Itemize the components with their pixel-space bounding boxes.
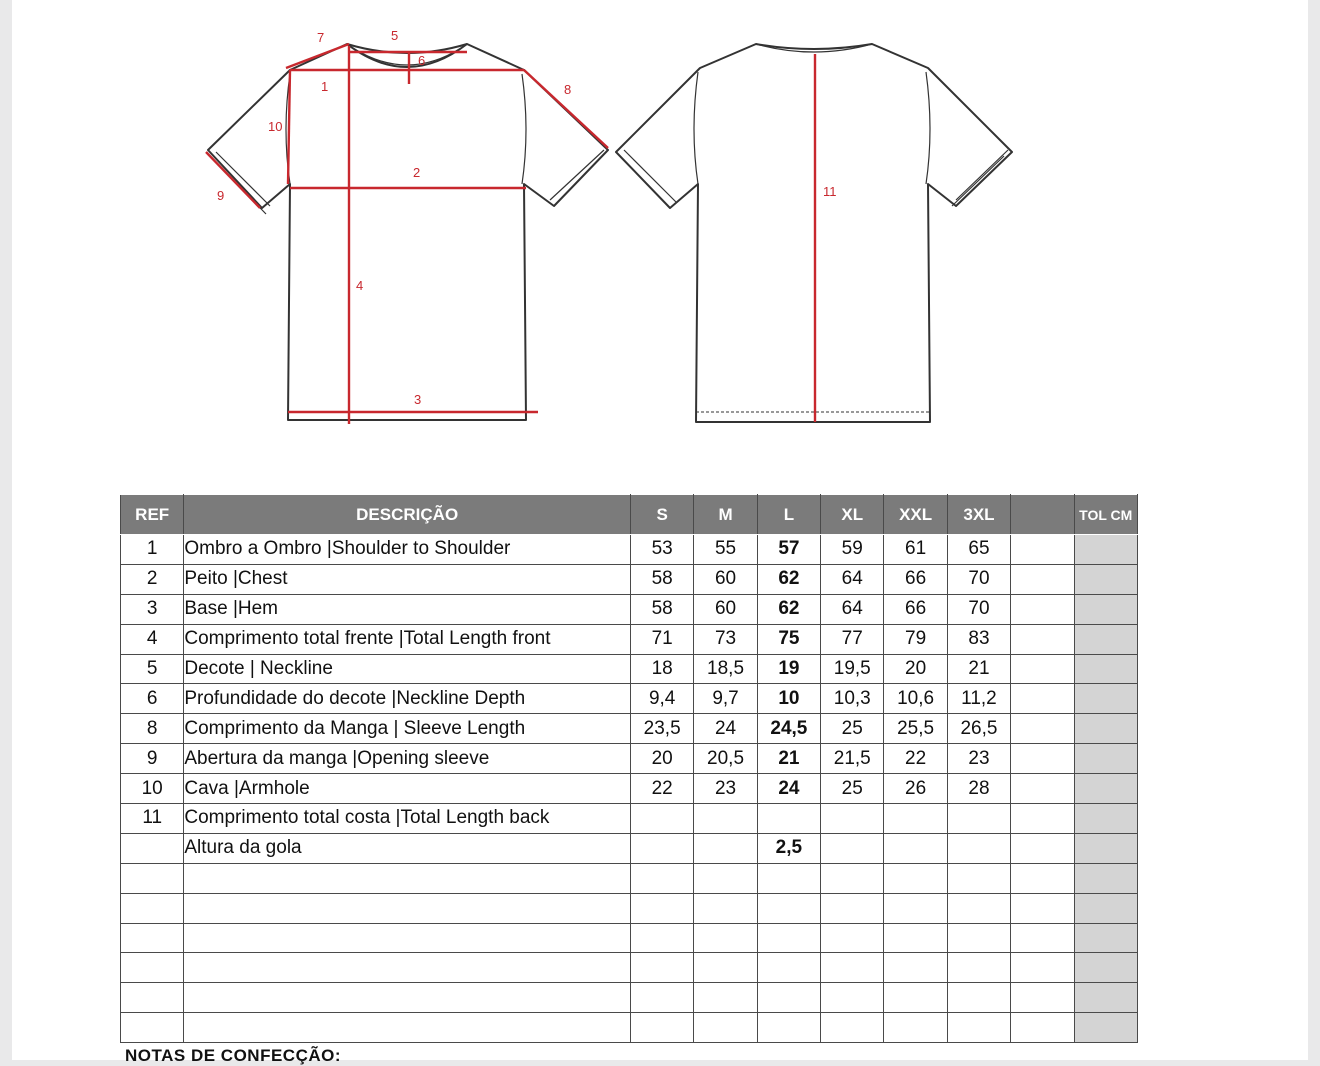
measure-label-3: 3 xyxy=(414,392,422,407)
cell-tolerance xyxy=(1074,983,1138,1013)
cell-description: Peito |Chest xyxy=(184,564,631,594)
cell-value xyxy=(1011,833,1074,863)
cell-value: 71 xyxy=(630,624,693,654)
cell-ref xyxy=(121,863,184,893)
cell-description: Base |Hem xyxy=(184,594,631,624)
cell-description xyxy=(184,1013,631,1043)
cell-value: 28 xyxy=(947,774,1010,804)
cell-value xyxy=(821,1013,884,1043)
cell-value: 65 xyxy=(947,535,1010,565)
cell-value xyxy=(821,923,884,953)
cell-value xyxy=(757,893,820,923)
cell-value xyxy=(1011,564,1074,594)
table-row xyxy=(121,804,1138,834)
cell-value: 66 xyxy=(884,564,947,594)
cell-tolerance xyxy=(1074,654,1138,684)
cell-value: 18 xyxy=(630,654,693,684)
cell-value: 22 xyxy=(630,774,693,804)
cell-value: 26 xyxy=(884,774,947,804)
cell-tolerance xyxy=(1074,1013,1138,1043)
cell-value xyxy=(1011,744,1074,774)
cell-value xyxy=(630,833,693,863)
measure-label-8: 8 xyxy=(564,82,572,97)
cell-value: 60 xyxy=(694,564,757,594)
cell-value xyxy=(630,863,693,893)
cell-value: 20 xyxy=(884,654,947,684)
header-size-xl: XL xyxy=(821,495,884,535)
header-size-xxl: XXL xyxy=(884,495,947,535)
cell-value xyxy=(947,804,1010,834)
cell-value xyxy=(947,923,1010,953)
cell-value xyxy=(757,983,820,1013)
cell-tolerance xyxy=(1074,564,1138,594)
cell-description xyxy=(184,953,631,983)
cell-value: 73 xyxy=(694,624,757,654)
cell-value xyxy=(630,893,693,923)
measure-label-6: 6 xyxy=(418,53,426,68)
cell-ref: 3 xyxy=(121,594,184,624)
cell-value xyxy=(1011,594,1074,624)
cell-description xyxy=(184,863,631,893)
cell-description xyxy=(184,893,631,923)
cell-value xyxy=(694,923,757,953)
cell-value: 62 xyxy=(757,564,820,594)
cell-value xyxy=(694,1013,757,1043)
cell-value: 24 xyxy=(757,774,820,804)
cell-tolerance xyxy=(1074,774,1138,804)
cell-value: 21 xyxy=(947,654,1010,684)
cell-tolerance xyxy=(1074,833,1138,863)
cell-value: 9,7 xyxy=(694,684,757,714)
cell-value: 25 xyxy=(821,714,884,744)
measure-label-2: 2 xyxy=(413,165,421,180)
cell-value: 2,5 xyxy=(757,833,820,863)
notes-heading: NOTAS DE CONFECÇÃO: xyxy=(125,1046,342,1065)
table-row xyxy=(121,983,1138,1013)
cell-tolerance xyxy=(1074,893,1138,923)
front-tshirt-outline xyxy=(208,44,608,420)
cell-tolerance xyxy=(1074,744,1138,774)
cell-value xyxy=(947,983,1010,1013)
measure-label-5: 5 xyxy=(391,28,399,43)
cell-ref: 11 xyxy=(121,804,184,834)
cell-value: 21,5 xyxy=(821,744,884,774)
cell-ref: 2 xyxy=(121,564,184,594)
cell-value: 57 xyxy=(757,535,820,565)
cell-ref: 1 xyxy=(121,535,184,565)
cell-value: 83 xyxy=(947,624,1010,654)
cell-ref xyxy=(121,983,184,1013)
cell-tolerance xyxy=(1074,594,1138,624)
table-row xyxy=(121,923,1138,953)
cell-value: 60 xyxy=(694,594,757,624)
cell-value: 23 xyxy=(694,774,757,804)
cell-value xyxy=(884,863,947,893)
cell-tolerance xyxy=(1074,714,1138,744)
cell-value xyxy=(821,953,884,983)
table-row xyxy=(121,893,1138,923)
cell-value xyxy=(1011,923,1074,953)
cell-value: 25,5 xyxy=(884,714,947,744)
table-row xyxy=(121,535,1138,565)
cell-value xyxy=(884,983,947,1013)
table-row xyxy=(121,744,1138,774)
table-row xyxy=(121,1013,1138,1043)
cell-value xyxy=(1011,983,1074,1013)
cell-value xyxy=(1011,1013,1074,1043)
cell-value: 23 xyxy=(947,744,1010,774)
cell-value: 24,5 xyxy=(757,714,820,744)
cell-ref: 9 xyxy=(121,744,184,774)
cell-value: 53 xyxy=(630,535,693,565)
cell-value xyxy=(630,1013,693,1043)
cell-value xyxy=(884,893,947,923)
cell-value xyxy=(694,953,757,983)
table-row xyxy=(121,624,1138,654)
table-row xyxy=(121,953,1138,983)
cell-description: Altura da gola xyxy=(184,833,631,863)
cell-value: 24 xyxy=(694,714,757,744)
cell-value: 10,6 xyxy=(884,684,947,714)
cell-value: 22 xyxy=(884,744,947,774)
cell-value xyxy=(1011,774,1074,804)
cell-value: 58 xyxy=(630,594,693,624)
cell-ref xyxy=(121,953,184,983)
cell-value: 23,5 xyxy=(630,714,693,744)
cell-value: 10 xyxy=(757,684,820,714)
cell-value: 61 xyxy=(884,535,947,565)
cell-value xyxy=(1011,953,1074,983)
cell-value xyxy=(821,983,884,1013)
header-tolerance: TOL CM xyxy=(1074,495,1138,535)
cell-value: 11,2 xyxy=(947,684,1010,714)
cell-value: 21 xyxy=(757,744,820,774)
cell-value: 58 xyxy=(630,564,693,594)
cell-ref: 10 xyxy=(121,774,184,804)
cell-value xyxy=(884,953,947,983)
cell-value xyxy=(630,804,693,834)
cell-value xyxy=(757,804,820,834)
cell-value: 25 xyxy=(821,774,884,804)
cell-value xyxy=(947,863,1010,893)
header-description: DESCRIÇÃO xyxy=(184,495,631,535)
cell-value xyxy=(757,1013,820,1043)
cell-value xyxy=(630,953,693,983)
cell-tolerance xyxy=(1074,953,1138,983)
cell-description: Comprimento da Manga | Sleeve Length xyxy=(184,714,631,744)
cell-value: 75 xyxy=(757,624,820,654)
cell-value xyxy=(694,893,757,923)
header-ref: REF xyxy=(121,495,184,535)
cell-description: Comprimento total frente |Total Length front xyxy=(184,624,631,654)
header-size-l: L xyxy=(757,495,820,535)
cell-value xyxy=(821,804,884,834)
cell-tolerance xyxy=(1074,863,1138,893)
cell-ref xyxy=(121,923,184,953)
cell-value xyxy=(947,953,1010,983)
header-size-s: S xyxy=(630,495,693,535)
cell-value: 62 xyxy=(757,594,820,624)
cell-value xyxy=(884,923,947,953)
cell-value xyxy=(884,804,947,834)
cell-value xyxy=(757,953,820,983)
cell-value xyxy=(821,833,884,863)
cell-tolerance xyxy=(1074,624,1138,654)
header-size-m: M xyxy=(694,495,757,535)
cell-value: 20 xyxy=(630,744,693,774)
cell-value: 64 xyxy=(821,594,884,624)
table-row xyxy=(121,564,1138,594)
spec-sheet-page xyxy=(12,0,1308,1065)
table-body xyxy=(121,535,1138,1043)
cell-value xyxy=(1011,893,1074,923)
cell-value xyxy=(694,863,757,893)
cell-value xyxy=(1011,535,1074,565)
cell-ref: 4 xyxy=(121,624,184,654)
cell-value: 64 xyxy=(821,564,884,594)
cell-description: Profundidade do decote |Neckline Depth xyxy=(184,684,631,714)
cell-value: 59 xyxy=(821,535,884,565)
table-row xyxy=(121,714,1138,744)
cell-ref xyxy=(121,893,184,923)
table-row xyxy=(121,654,1138,684)
cell-ref xyxy=(121,1013,184,1043)
cell-value xyxy=(947,833,1010,863)
cell-value: 20,5 xyxy=(694,744,757,774)
cell-value xyxy=(821,863,884,893)
header-blank xyxy=(1011,495,1074,535)
cell-value: 55 xyxy=(694,535,757,565)
table-row xyxy=(121,684,1138,714)
cell-value xyxy=(884,1013,947,1043)
cell-value: 26,5 xyxy=(947,714,1010,744)
cell-value: 10,3 xyxy=(821,684,884,714)
cell-description: Cava |Armhole xyxy=(184,774,631,804)
cell-description: Comprimento total costa |Total Length back xyxy=(184,804,631,834)
cell-value xyxy=(1011,684,1074,714)
cell-value xyxy=(1011,654,1074,684)
cell-tolerance xyxy=(1074,535,1138,565)
cell-value: 9,4 xyxy=(630,684,693,714)
cell-description xyxy=(184,923,631,953)
measure-label-4: 4 xyxy=(356,278,364,293)
table-row xyxy=(121,594,1138,624)
cell-value xyxy=(694,804,757,834)
cell-ref: 5 xyxy=(121,654,184,684)
cell-description: Ombro a Ombro |Shoulder to Shoulder xyxy=(184,535,631,565)
cell-value xyxy=(1011,863,1074,893)
cell-ref: 8 xyxy=(121,714,184,744)
cell-value xyxy=(757,923,820,953)
table-row xyxy=(121,774,1138,804)
cell-tolerance xyxy=(1074,804,1138,834)
cell-value xyxy=(630,983,693,1013)
cell-tolerance xyxy=(1074,684,1138,714)
cell-value xyxy=(757,863,820,893)
cell-ref: 6 xyxy=(121,684,184,714)
cell-value xyxy=(947,893,1010,923)
cell-value xyxy=(630,923,693,953)
table-header-row xyxy=(121,495,1138,535)
header-size-3xl: 3XL xyxy=(947,495,1010,535)
table-row xyxy=(121,833,1138,863)
tshirt-diagram xyxy=(12,0,1308,440)
cell-value xyxy=(821,893,884,923)
cell-value xyxy=(694,833,757,863)
cell-value xyxy=(947,1013,1010,1043)
cell-value: 77 xyxy=(821,624,884,654)
cell-description: Decote | Neckline xyxy=(184,654,631,684)
cell-description: Abertura da manga |Opening sleeve xyxy=(184,744,631,774)
cell-value xyxy=(1011,804,1074,834)
cell-value: 66 xyxy=(884,594,947,624)
cell-value: 79 xyxy=(884,624,947,654)
measure-label-10: 10 xyxy=(268,119,283,134)
cell-value: 19,5 xyxy=(821,654,884,684)
cell-description xyxy=(184,983,631,1013)
cell-value xyxy=(1011,714,1074,744)
cell-value: 70 xyxy=(947,594,1010,624)
cell-value xyxy=(694,983,757,1013)
size-spec-table xyxy=(120,494,1138,1043)
measure-label-7: 7 xyxy=(317,30,325,45)
cell-value xyxy=(1011,624,1074,654)
cell-value xyxy=(884,833,947,863)
cell-ref xyxy=(121,833,184,863)
measure-label-9: 9 xyxy=(217,188,225,203)
cell-value: 70 xyxy=(947,564,1010,594)
cell-value: 19 xyxy=(757,654,820,684)
measure-label-11: 11 xyxy=(823,184,837,199)
cell-value: 18,5 xyxy=(694,654,757,684)
table-row xyxy=(121,863,1138,893)
cell-tolerance xyxy=(1074,923,1138,953)
measure-label-1: 1 xyxy=(321,79,329,94)
